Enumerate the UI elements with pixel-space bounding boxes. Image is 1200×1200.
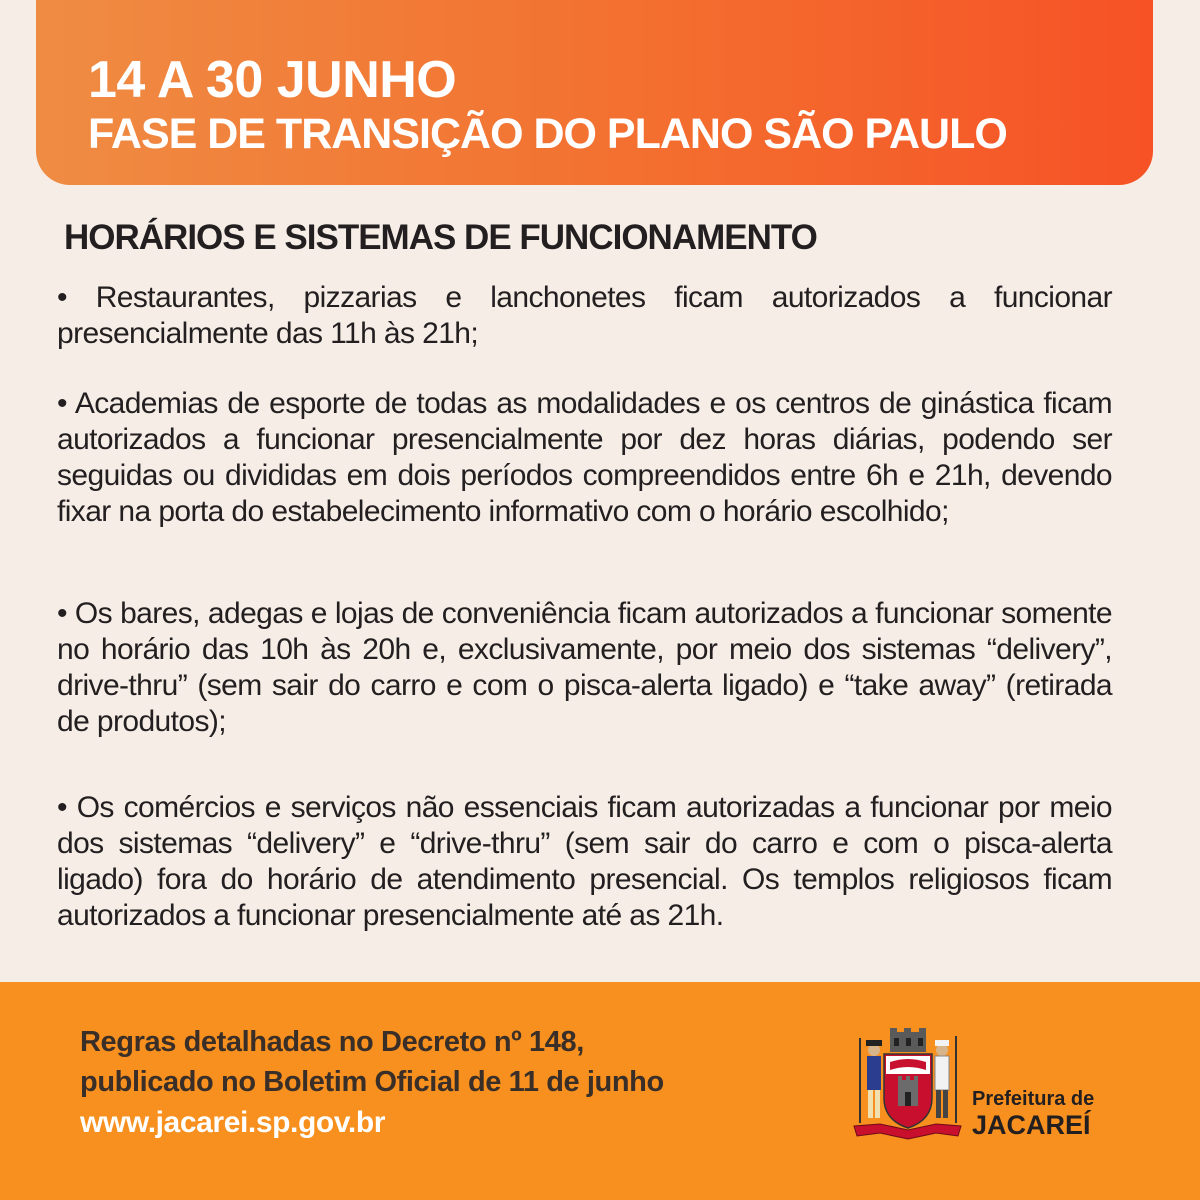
- city-coat-of-arms-icon: [850, 1028, 965, 1143]
- rule-paragraph-gyms: • Academias de esporte de todas as modalidades e os centros de ginástica ficam autorizados a funcionar presencialmente por dez horas diárias, podendo ser seguidas ou divididas em dois períodos compreendidos entre 6h e 21h, devendo fixar na porta do estabelecimento informativo com o horário escolhido;: [57, 387, 1112, 528]
- decree-reference-line1: Regras detalhadas no Decreto nº 148,: [80, 1026, 584, 1058]
- decree-reference-line2: publicado no Boletim Oficial de 11 de junho: [80, 1066, 664, 1098]
- logo-prefeitura-text: Prefeitura de: [972, 1088, 1095, 1110]
- date-range-title: 14 A 30 JUNHO: [88, 51, 457, 109]
- website-link[interactable]: www.jacarei.sp.gov.br: [80, 1106, 386, 1139]
- rule-paragraph-bars: • Os bares, adegas e lojas de conveniência ficam autorizados a funcionar somente no horário das 10h às 20h e, exclusivamente, por meio dos sistemas “delivery”, drive-thru” (sem sair do carro e com o pisca-alerta ligado) e “take away” (retirada de produtos);: [57, 597, 1112, 738]
- phase-title: FASE DE TRANSIÇÃO DO PLANO SÃO PAULO: [88, 110, 1007, 158]
- header-banner: [36, 0, 1153, 185]
- logo-city-name: JACAREÍ: [972, 1110, 1091, 1140]
- rule-paragraph-commerce: • Os comércios e serviços não essenciais ficam autorizadas a funcionar por meio dos sistemas “delivery” e “drive-thru” (sem sair do carro e com o pisca-alerta ligado) fora do horário de atendimento presencial. Os templos religiosos ficam autorizados a funcionar presencialmente até as 21h.: [57, 791, 1112, 932]
- section-title: HORÁRIOS E SISTEMAS DE FUNCIONAMENTO: [64, 218, 817, 257]
- rule-paragraph-restaurants: • Restaurantes, pizzarias e lanchonetes ficam autorizados a funcionar presencialmente das 11h às 21h;: [57, 281, 1112, 350]
